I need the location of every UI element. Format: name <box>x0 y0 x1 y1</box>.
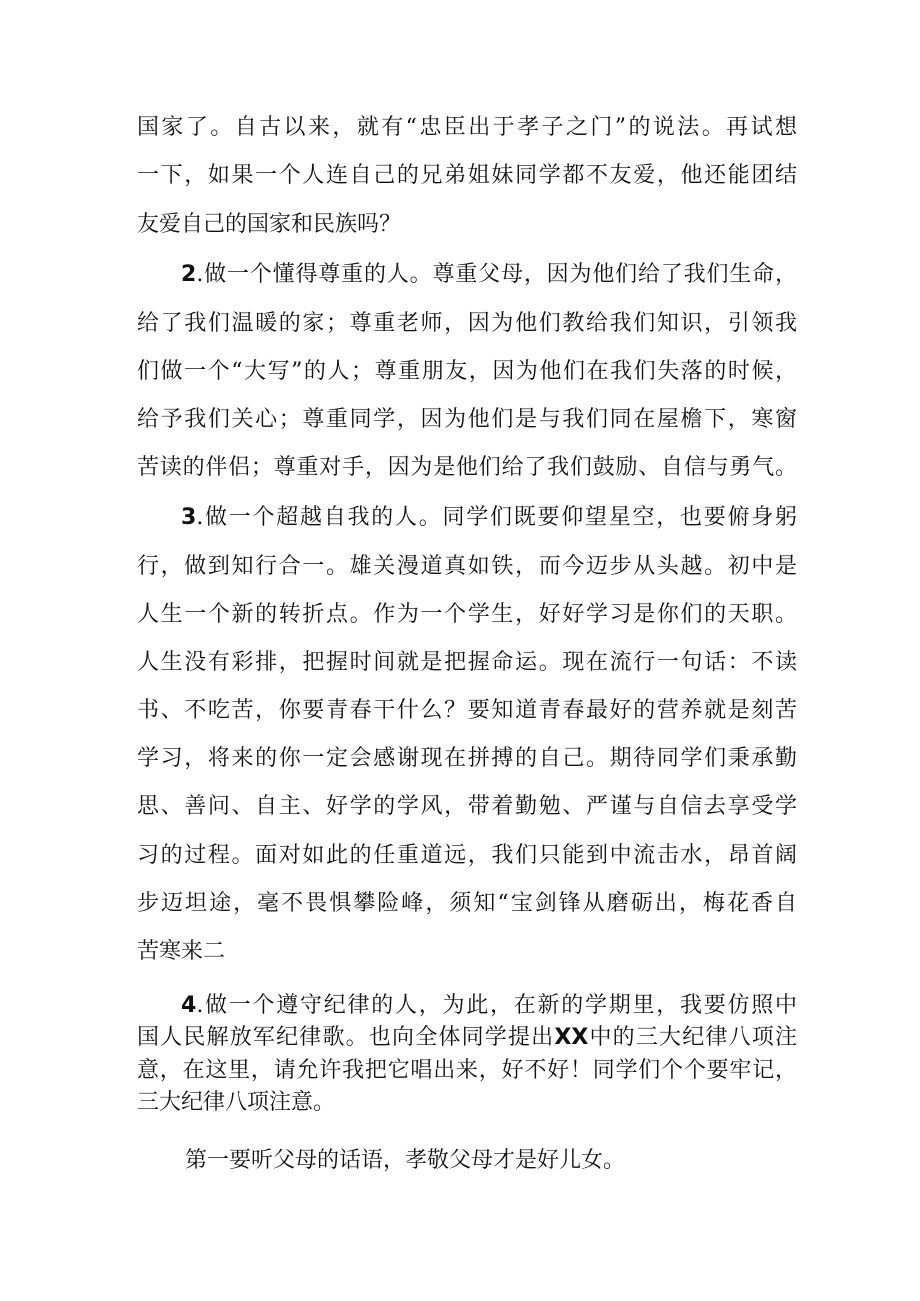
text-line: 苦读的伴侣；尊重对手，因为是他们给了我们鼓励、自信与勇气。 <box>137 455 797 480</box>
text-line: 意，在这里，请允许我把它唱出来，好不好！同学们个个要牢记， <box>137 1058 797 1083</box>
text-span: .做一个遵守纪律的人，为此，在新的学期里，我要仿照中 <box>196 993 797 1018</box>
item-number: 2 <box>181 262 197 287</box>
item-number: 3 <box>181 505 197 530</box>
text-line: 书、不吃苦，你要青春干什么？要知道青春最好的营养就是刻苦 <box>137 698 797 723</box>
item-number: 4 <box>181 993 197 1018</box>
text-line: 苦寒来二 <box>137 939 226 964</box>
text-line: 们做一个“大写”的人；尊重朋友，因为他们在我们失落的时候， <box>137 359 797 384</box>
text-line: 给予我们关心；尊重同学，因为他们是与我们同在屋檐下，寒窗 <box>137 407 797 432</box>
text-line <box>181 253 797 297</box>
text-line: 行，做到知行合一。雄关漫道真如铁，而今迈步从头越。初中是 <box>137 554 797 579</box>
text-span: .做一个懂得尊重的人。尊重父母，因为他们给了我们生命， <box>196 262 797 287</box>
text-line: 习的过程。面对如此的任重道远，我们只能到中流击水，昂首阔 <box>137 843 797 868</box>
text-line: 友爱自己的国家和民族吗？ <box>137 212 402 237</box>
text-span: 国人民解放军纪律歌。也向全体同学提出 <box>137 1025 555 1050</box>
text-line: 思、善问、自主、好学的学风，带着勤勉、严谨与自信去享受学 <box>137 794 797 819</box>
text-span: .做一个超越自我的人。同学们既要仰望星空，也要俯身躬 <box>196 505 797 530</box>
text-line: 给了我们温暖的家；尊重老师，因为他们教给我们知识，引领我 <box>137 311 797 336</box>
text-line <box>181 496 797 540</box>
text-line: 国家了。自古以来，就有“忠臣出于孝子之门”的说法。再试想 <box>137 115 797 140</box>
bold-placeholder: XX <box>554 1025 589 1050</box>
text-line: 步迈坦途，毫不畏惧攀险峰，须知“宝剑锋从磨砺出，梅花香自 <box>137 891 797 916</box>
text-line: 一下，如果一个人连自己的兄弟姐妹同学都不友爱，他还能团结 <box>137 163 797 188</box>
text-line: 学习，将来的你一定会感谢现在拼搏的自己。期待同学们秉承勤 <box>137 746 797 771</box>
text-line: 人生没有彩排，把握时间就是把握命运。现在流行一句话：不读 <box>137 650 797 675</box>
text-line: 人生一个新的转折点。作为一个学生，好好学习是你们的天职。 <box>137 602 797 627</box>
text-span: 中的三大纪律八项注 <box>588 1025 797 1050</box>
text-line: 第一要听父母的话语，孝敬父母才是好儿女。 <box>185 1148 626 1173</box>
text-line: 三大纪律八项注意。 <box>137 1090 336 1115</box>
